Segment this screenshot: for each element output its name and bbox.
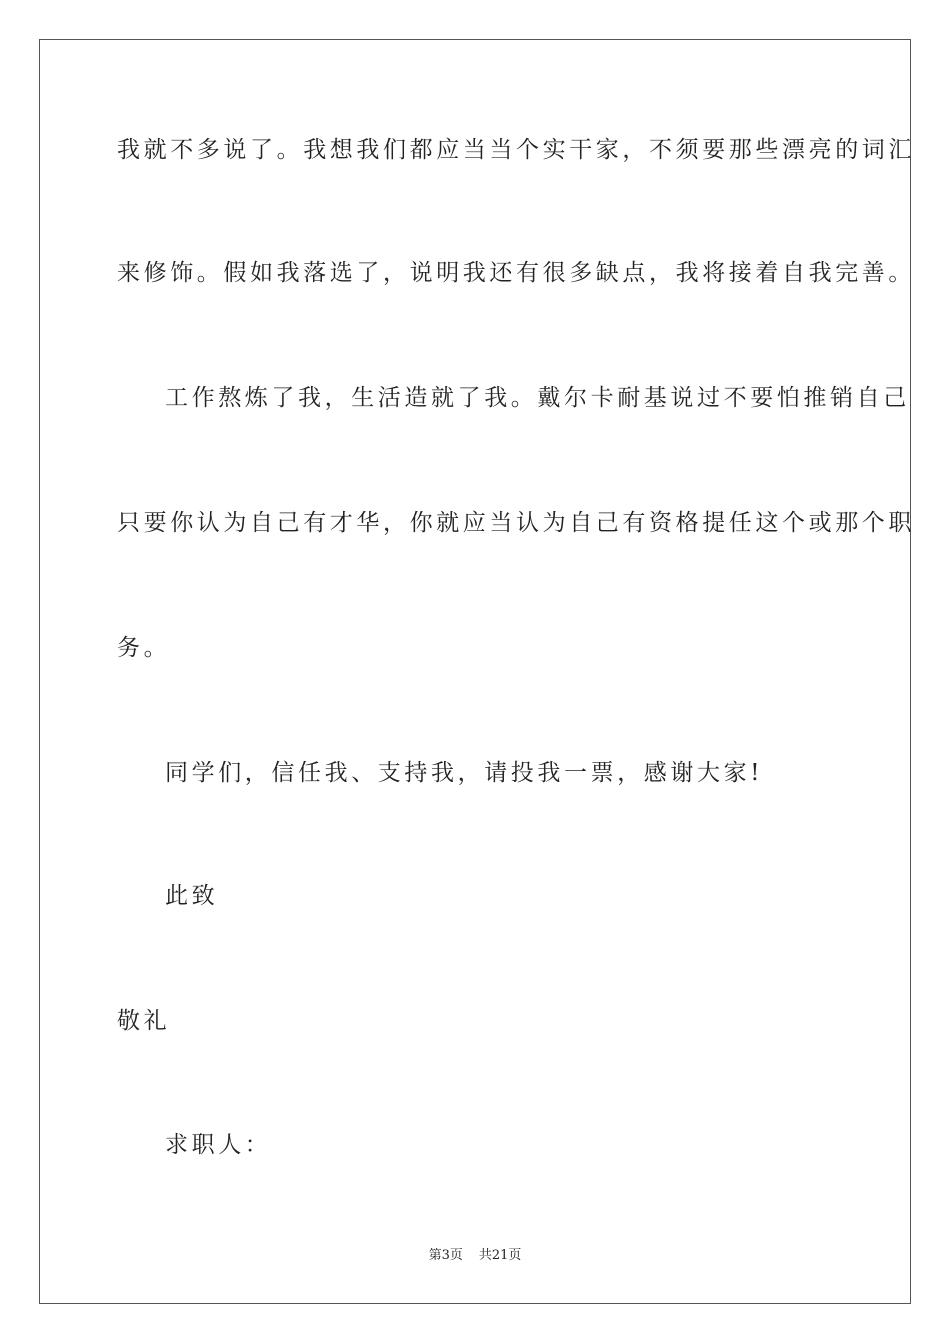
closing-appeal: 同学们，信任我、支持我，请投我一票，感谢大家! bbox=[165, 760, 764, 786]
body-line-1: 我就不多说了。我想我们都应当当个实干家，不须要那些漂亮的词汇 bbox=[117, 137, 915, 163]
salutation-jing-li: 敬礼 bbox=[117, 1008, 171, 1034]
page-border bbox=[39, 39, 911, 1304]
body-line-2: 来修饰。假如我落选了，说明我还有很多缺点，我将接着自我完善。 bbox=[117, 260, 915, 286]
total-pages: 共21页 bbox=[478, 1248, 522, 1263]
body-line-4: 只要你认为自己有才华，你就应当认为自己有资格提任这个或那个职 bbox=[117, 510, 915, 536]
body-line-5: 务。 bbox=[117, 635, 171, 661]
body-line-3: 工作熬炼了我，生活造就了我。戴尔卡耐基说过不要怕推销自己 bbox=[165, 385, 910, 411]
signature-label: 求职人： bbox=[165, 1132, 272, 1158]
salutation-ci-zhi: 此致 bbox=[165, 883, 219, 909]
page-number: 第3页 bbox=[428, 1248, 463, 1263]
page-footer bbox=[0, 1247, 950, 1265]
